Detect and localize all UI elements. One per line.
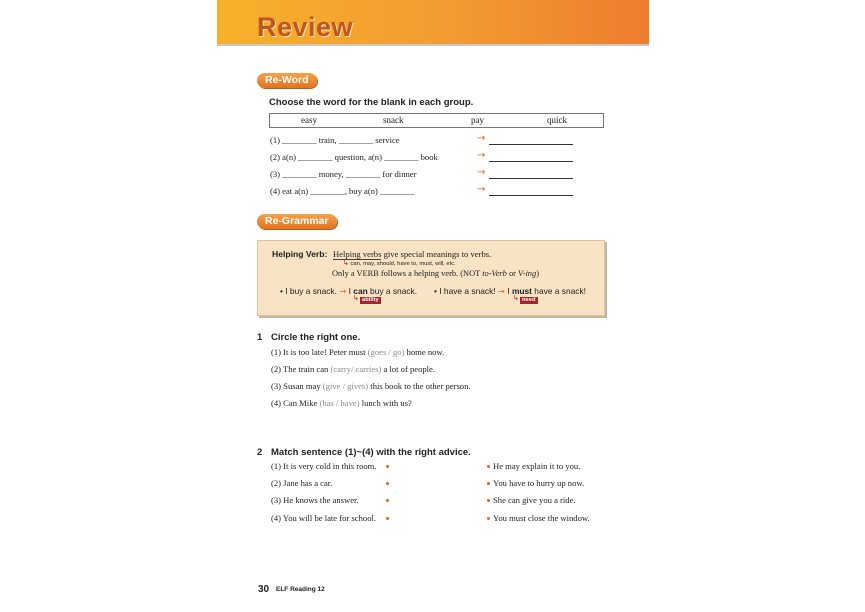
reword-label: Re-Word — [257, 73, 317, 88]
question-title: Circle the right one. — [271, 332, 361, 343]
choice-options[interactable]: (goes / go) — [367, 347, 405, 357]
match-left-item: (2) Jane has a car. — [271, 478, 333, 488]
match-dot[interactable] — [386, 465, 389, 468]
reword-item: (3) ________ money, ________ for dinner — [270, 169, 417, 179]
q1-item — [271, 364, 435, 374]
regrammar-label: Re-Grammar — [257, 214, 337, 229]
header-banner — [217, 0, 649, 46]
word-option: pay — [471, 115, 484, 125]
arrow-icon: → — [497, 286, 505, 296]
item-text: (2) The train can — [271, 364, 331, 374]
helping-verb-list — [343, 259, 456, 267]
arrow-icon: → — [477, 167, 486, 178]
rule-italic: to-Verb — [482, 269, 507, 278]
item-text: (3) Susan may — [271, 381, 323, 391]
example-helping-verb: must — [511, 286, 532, 296]
grammar-box — [257, 240, 605, 316]
grammar-box-label: Helping Verb: — [272, 249, 328, 259]
example-2 — [434, 286, 586, 296]
item-text: a lot of people. — [381, 364, 436, 374]
arrow-icon: → — [339, 286, 347, 296]
word-option: snack — [383, 115, 404, 125]
helping-verb-list-text: can, may, should, have to, must, will, etc. — [350, 261, 456, 267]
corner-arrow-icon: ↳ — [513, 294, 519, 302]
match-left-item: (3) He knows the answer. — [271, 495, 359, 505]
definition-highlight: Helping verbs — [333, 249, 382, 259]
match-right-item: You must close the window. — [493, 513, 590, 523]
reword-item: (1) ________ train, ________ service — [270, 135, 400, 145]
grammar-rule — [332, 269, 539, 278]
item-text: lunch with us? — [359, 398, 412, 408]
rule-text: Only a VERB follows a helping verb. (NOT — [332, 269, 483, 278]
question-number: 2 — [257, 447, 263, 458]
example-1 — [280, 286, 417, 296]
word-option: easy — [301, 115, 317, 125]
match-dot[interactable] — [386, 517, 389, 520]
rule-text: ) — [536, 269, 539, 278]
match-dot[interactable] — [487, 499, 490, 502]
answer-blank[interactable] — [489, 144, 573, 145]
choice-options[interactable]: (carry/ carries) — [330, 364, 382, 374]
book-title: ELF Reading 12 — [276, 586, 325, 593]
rule-text: or — [506, 269, 519, 278]
match-dot[interactable] — [386, 499, 389, 502]
question-number: 1 — [257, 332, 263, 343]
page-title: Review — [257, 12, 354, 42]
corner-arrow-icon: ↳ — [353, 294, 359, 302]
match-right-item: She can give you a ride. — [493, 495, 576, 505]
match-left-item: (1) It is very cold in this room. — [271, 461, 377, 471]
rule-italic: V-ing — [518, 269, 537, 278]
definition-rest: give special meanings to verbs. — [381, 249, 492, 259]
q1-item — [271, 381, 471, 391]
need-tag: need — [522, 297, 536, 303]
match-dot[interactable] — [487, 517, 490, 520]
item-text: home now. — [404, 347, 445, 357]
reword-instruction: Choose the word for the blank in each group. — [269, 97, 474, 108]
match-left-item: (4) You will be late for school. — [271, 513, 377, 523]
arrow-icon: → — [477, 133, 486, 144]
arrow-icon: → — [477, 184, 486, 195]
example-text: • I buy a snack. — [280, 286, 340, 296]
word-box — [269, 113, 604, 128]
workbook-page — [217, 0, 649, 612]
choice-options[interactable]: (give / gives) — [322, 381, 369, 391]
corner-arrow-icon: ↳ — [343, 259, 349, 267]
match-dot[interactable] — [487, 482, 490, 485]
example-text: buy a snack. — [367, 286, 418, 296]
choice-options[interactable]: (has / have) — [319, 398, 360, 408]
match-right-item: He may explain it to you. — [493, 461, 581, 471]
q1-item — [271, 398, 412, 408]
reword-item: (4) eat a(n) ________, buy a(n) ________ — [270, 186, 415, 196]
example-text: • I have a snack! — [434, 286, 498, 296]
example-text: have a snack! — [531, 286, 586, 296]
reword-item: (2) a(n) ________ question, a(n) ________ book — [270, 152, 438, 162]
example-helping-verb: can — [353, 286, 368, 296]
match-dot[interactable] — [386, 482, 389, 485]
match-right-item: You have to hurry up now. — [493, 478, 585, 488]
item-text: (4) Can Mike — [271, 398, 320, 408]
q1-item — [271, 347, 444, 357]
item-text: this book to the other person. — [368, 381, 471, 391]
match-dot[interactable] — [487, 465, 490, 468]
item-text: (1) It is too late! Peter must — [271, 347, 368, 357]
page-number: 30 — [258, 584, 270, 595]
ability-tag: ability — [362, 297, 379, 303]
question-title: Match sentence (1)~(4) with the right advice. — [271, 447, 471, 458]
answer-blank[interactable] — [489, 195, 573, 196]
answer-blank[interactable] — [489, 161, 573, 162]
word-option: quick — [547, 115, 567, 125]
grammar-definition — [333, 249, 491, 259]
example-text: I — [504, 286, 512, 296]
answer-blank[interactable] — [489, 178, 573, 179]
arrow-icon: → — [477, 150, 486, 161]
example-text: I — [346, 286, 354, 296]
